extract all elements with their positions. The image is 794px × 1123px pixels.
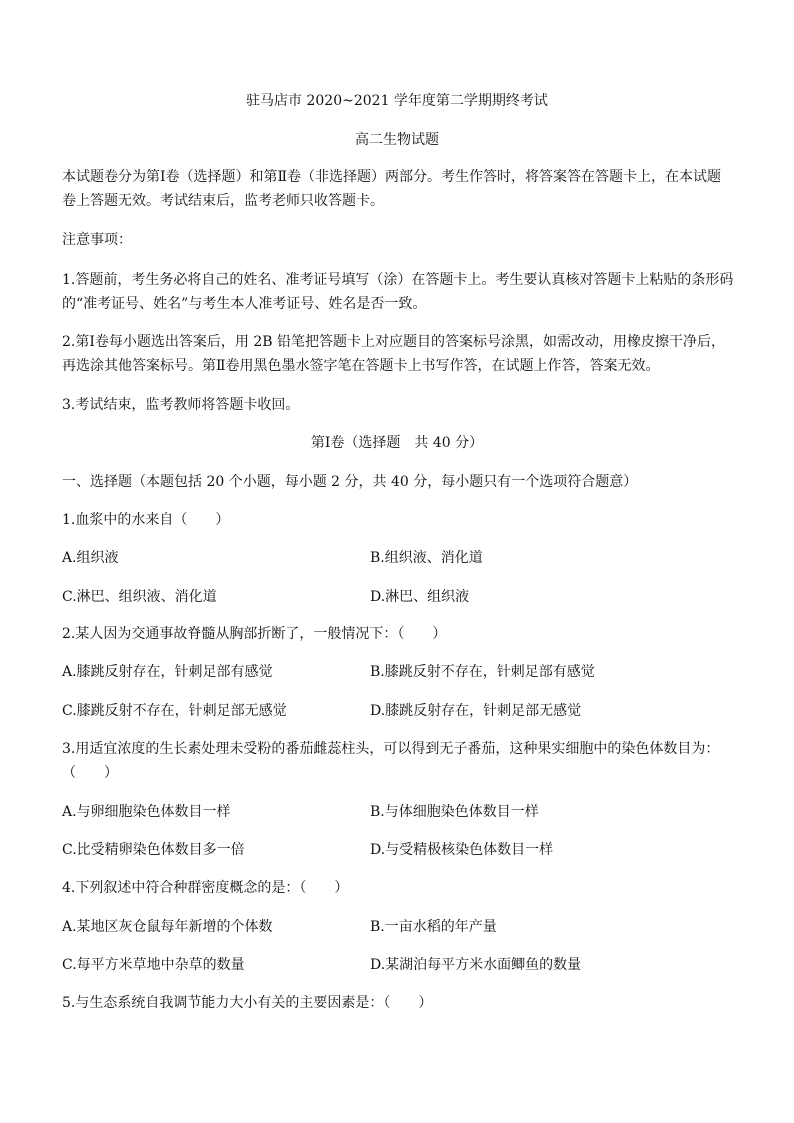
option-a: A.与卵细胞染色体数目一样 <box>62 804 231 820</box>
option-b: B.膝跳反射不存在，针刺足部有感觉 <box>370 664 595 680</box>
option-c: C.每平方米草地中杂草的数量 <box>62 957 245 973</box>
option-a: A.组织液 <box>62 550 119 566</box>
note-item: 1.答题前，考生务必将自己的姓名、准考证号填写（涂）在答题卡上。考生要认真核对答题卡上粘贴的条形码 <box>62 272 734 288</box>
question-stem: 3.用适宜浓度的生长素处理未受粉的番茄雌蕊柱头，可以得到无子番茄，这种果实细胞中的染色体数目为： <box>62 741 720 757</box>
option-b: B.一亩水稻的年产量 <box>370 919 497 935</box>
note-item: 的“准考证号、姓名”与考生本人准考证号、姓名是否一致。 <box>62 296 427 312</box>
option-a: A.某地区灰仓鼠每年新增的个体数 <box>62 919 273 935</box>
section-title: 第Ⅰ卷（选择题 共 40 分） <box>310 435 484 451</box>
option-d: D.膝跳反射存在，针刺足部无感觉 <box>370 703 582 719</box>
intro-line: 本试题卷分为第Ⅰ卷（选择题）和第Ⅱ卷（非选择题）两部分。考生作答时，将答案答在答题卡上，在本试题 <box>62 169 722 185</box>
notes-heading: 注意事项： <box>62 232 132 248</box>
option-b: B.与体细胞染色体数目一样 <box>370 804 539 820</box>
note-item: 2.第Ⅰ卷每小题选出答案后，用 2B 铅笔把答题卡上对应题目的答案标号涂黑，如需改动，用橡皮擦干净后， <box>62 334 725 350</box>
option-b: B.组织液、消化道 <box>370 550 483 566</box>
option-d: D.与受精极核染色体数目一样 <box>370 842 554 858</box>
exam-subtitle: 高二生物试题 <box>355 132 439 148</box>
note-item: 再选涂其他答案标号。第Ⅱ卷用黑色墨水签字笔在答题卡上书写作答，在试题上作答，答案无效。 <box>62 358 660 374</box>
option-d: D.某湖泊每平方米水面鲫鱼的数量 <box>370 957 582 973</box>
question-stem: 4.下列叙述中符合种群密度概念的是：（ ） <box>62 880 349 896</box>
question-stem: 5.与生态系统自我调节能力大小有关的主要因素是：（ ） <box>62 995 433 1011</box>
option-c: C.淋巴、组织液、消化道 <box>62 589 217 605</box>
option-a: A.膝跳反射存在，针刺足部有感觉 <box>62 664 273 680</box>
exam-title: 驻马店市 2020~2021 学年度第二学期期终考试 <box>246 93 548 109</box>
intro-line: 卷上答题无效。考试结束后，监考老师只收答题卡。 <box>62 193 384 209</box>
question-stem-continued: （ ） <box>62 765 118 781</box>
note-item: 3.考试结束，监考教师将答题卡收回。 <box>62 397 300 413</box>
question-stem: 1.血浆中的水来自（ ） <box>62 512 230 528</box>
question-stem: 2.某人因为交通事故脊髓从胸部折断了，一般情况下：（ ） <box>62 626 447 642</box>
option-c: C.比受精卵染色体数目多一倍 <box>62 842 245 858</box>
option-c: C.膝跳反射不存在，针刺足部无感觉 <box>62 703 287 719</box>
option-d: D.淋巴、组织液 <box>370 589 470 605</box>
section-instruction: 一、选择题（本题包括 20 个小题，每小题 2 分，共 40 分，每小题只有一个选项符合题意） <box>62 474 638 490</box>
